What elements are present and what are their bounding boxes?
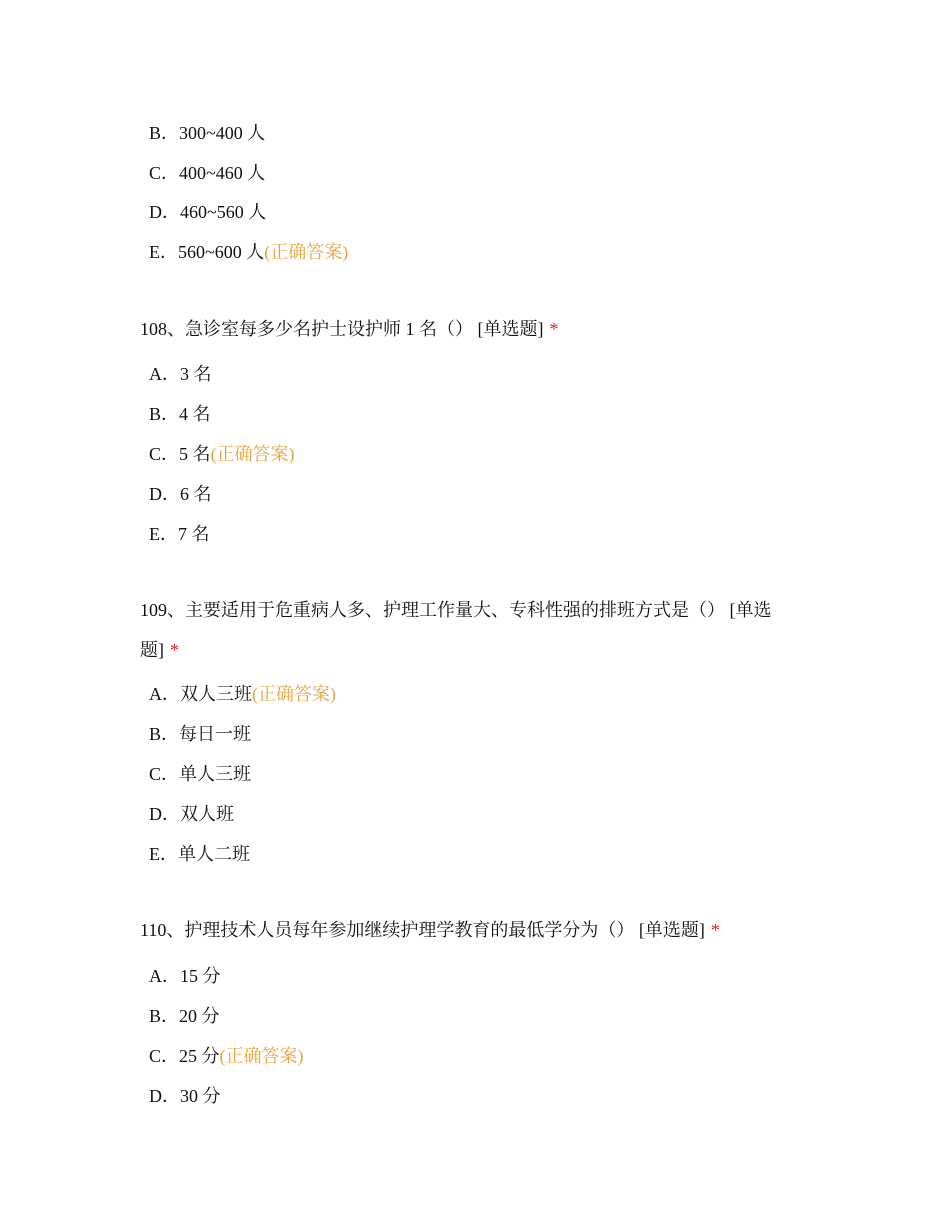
- option-109-c: C．单人三班: [149, 764, 252, 784]
- option-110-a: A．15 分: [149, 966, 221, 986]
- option-108-d: D．6 名: [149, 484, 212, 504]
- question-108-title: 108、急诊室每多少名护士设护师 1 名（） [单选题] *: [140, 319, 559, 339]
- question-109-title-line2: 题] *: [140, 640, 179, 660]
- option-108-e: E．7 名: [149, 524, 210, 544]
- option-110-c: C．25 分(正确答案): [149, 1046, 304, 1066]
- option-108-a: A．3 名: [149, 364, 212, 384]
- correct-answer-label: (正确答案): [252, 684, 336, 704]
- option-108-b: B．4 名: [149, 404, 211, 424]
- option-107-c: C．400~460 人: [149, 163, 266, 183]
- question-109-title-line1: 109、主要适用于危重病人多、护理工作量大、专科性强的排班方式是（） [单选: [140, 600, 772, 620]
- required-mark: *: [170, 640, 179, 660]
- option-110-b: B．20 分: [149, 1006, 220, 1026]
- required-mark: *: [549, 319, 559, 339]
- option-109-b: B．每日一班: [149, 724, 252, 744]
- correct-answer-label: (正确答案): [219, 1046, 304, 1066]
- question-110-title: 110、护理技术人员每年参加继续护理学教育的最低学分为（） [单选题] *: [140, 920, 720, 940]
- option-109-e: E．单人二班: [149, 844, 250, 864]
- option-109-a: A．双人三班(正确答案): [149, 684, 336, 704]
- required-mark: *: [710, 920, 720, 940]
- option-110-d: D．30 分: [149, 1086, 221, 1106]
- option-107-d: D．460~560 人: [149, 202, 267, 222]
- correct-answer-label: (正确答案): [210, 444, 295, 464]
- option-107-b: B．300~400 人: [149, 123, 266, 143]
- option-107-e: E．560~600 人(正确答案): [149, 242, 349, 262]
- option-109-d: D．双人班: [149, 804, 234, 824]
- correct-answer-label: (正确答案): [264, 242, 349, 262]
- option-108-c: C．5 名(正确答案): [149, 444, 295, 464]
